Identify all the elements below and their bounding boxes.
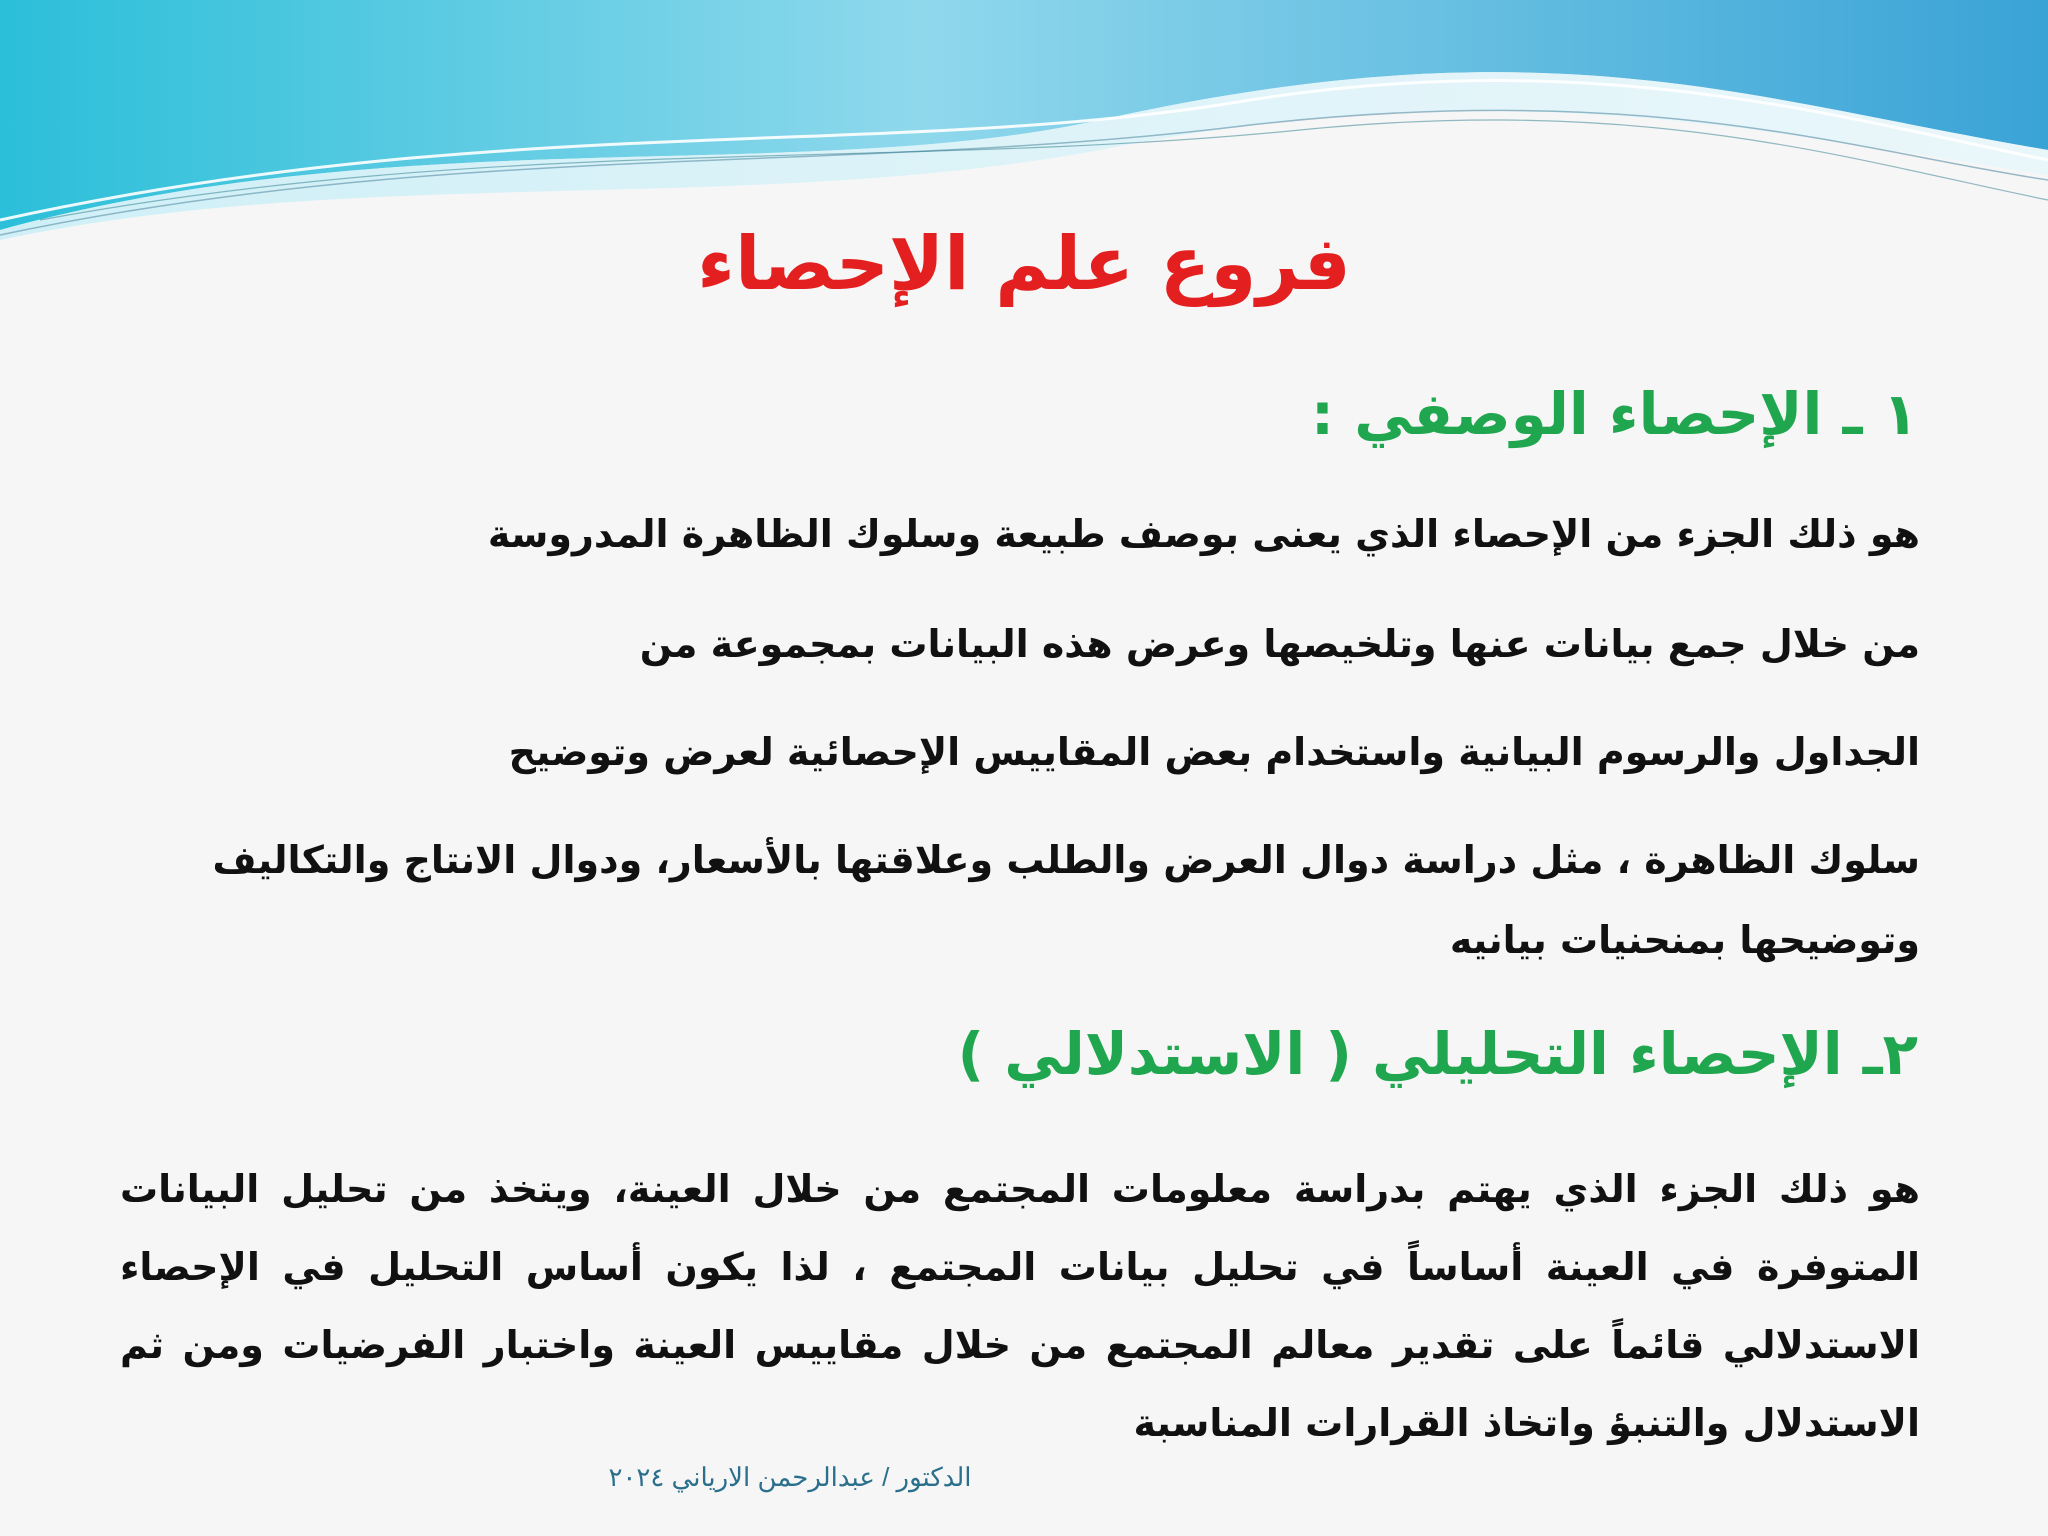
descriptive-line-2: من خلال جمع بيانات عنها وتلخيصها وعرض هذه البيانات بمجموعة من — [639, 622, 1920, 666]
descriptive-line-3: الجداول والرسوم البيانية واستخدام بعض المقاييس الإحصائية لعرض وتوضيح — [508, 730, 1920, 774]
descriptive-line-4: سلوك الظاهرة ، مثل دراسة دوال العرض والطلب وعلاقتها بالأسعار، ودوال الانتاج والتكاليف — [212, 838, 1920, 882]
section-heading-descriptive: ١ ـ الإحصاء الوصفي : — [1310, 380, 1918, 448]
descriptive-line-5: وتوضيحها بمنحنيات بيانيه — [1449, 918, 1920, 962]
slide-title: فروع علم الإحصاء — [697, 221, 1351, 307]
inferential-paragraph: هو ذلك الجزء الذي يهتم بدراسة معلومات المجتمع من خلال العينة، ويتخذ من تحليل البيانات المتوفرة في العينة أساساً في تحليل بيانات المجتمع ، لذا يكون أساس التحليل في الإحصاء الاستدلالي قائماً على تقدير معالم المجتمع من خلال مقاييس العينة واختبار الفرضيات ومن ثم الاستدلال والتنبؤ واتخاذ القرارات المناسبة — [120, 1167, 1920, 1445]
section-heading-inferential: ٢ـ الإحصاء التحليلي ( الاستدلالي ) — [957, 1020, 1918, 1088]
descriptive-line-1: هو ذلك الجزء من الإحصاء الذي يعنى بوصف طبيعة وسلوك الظاهرة المدروسة — [487, 512, 1920, 556]
footer-author: الدكتور / عبدالرحمن الارياني ٢٠٢٤ — [608, 1462, 972, 1492]
